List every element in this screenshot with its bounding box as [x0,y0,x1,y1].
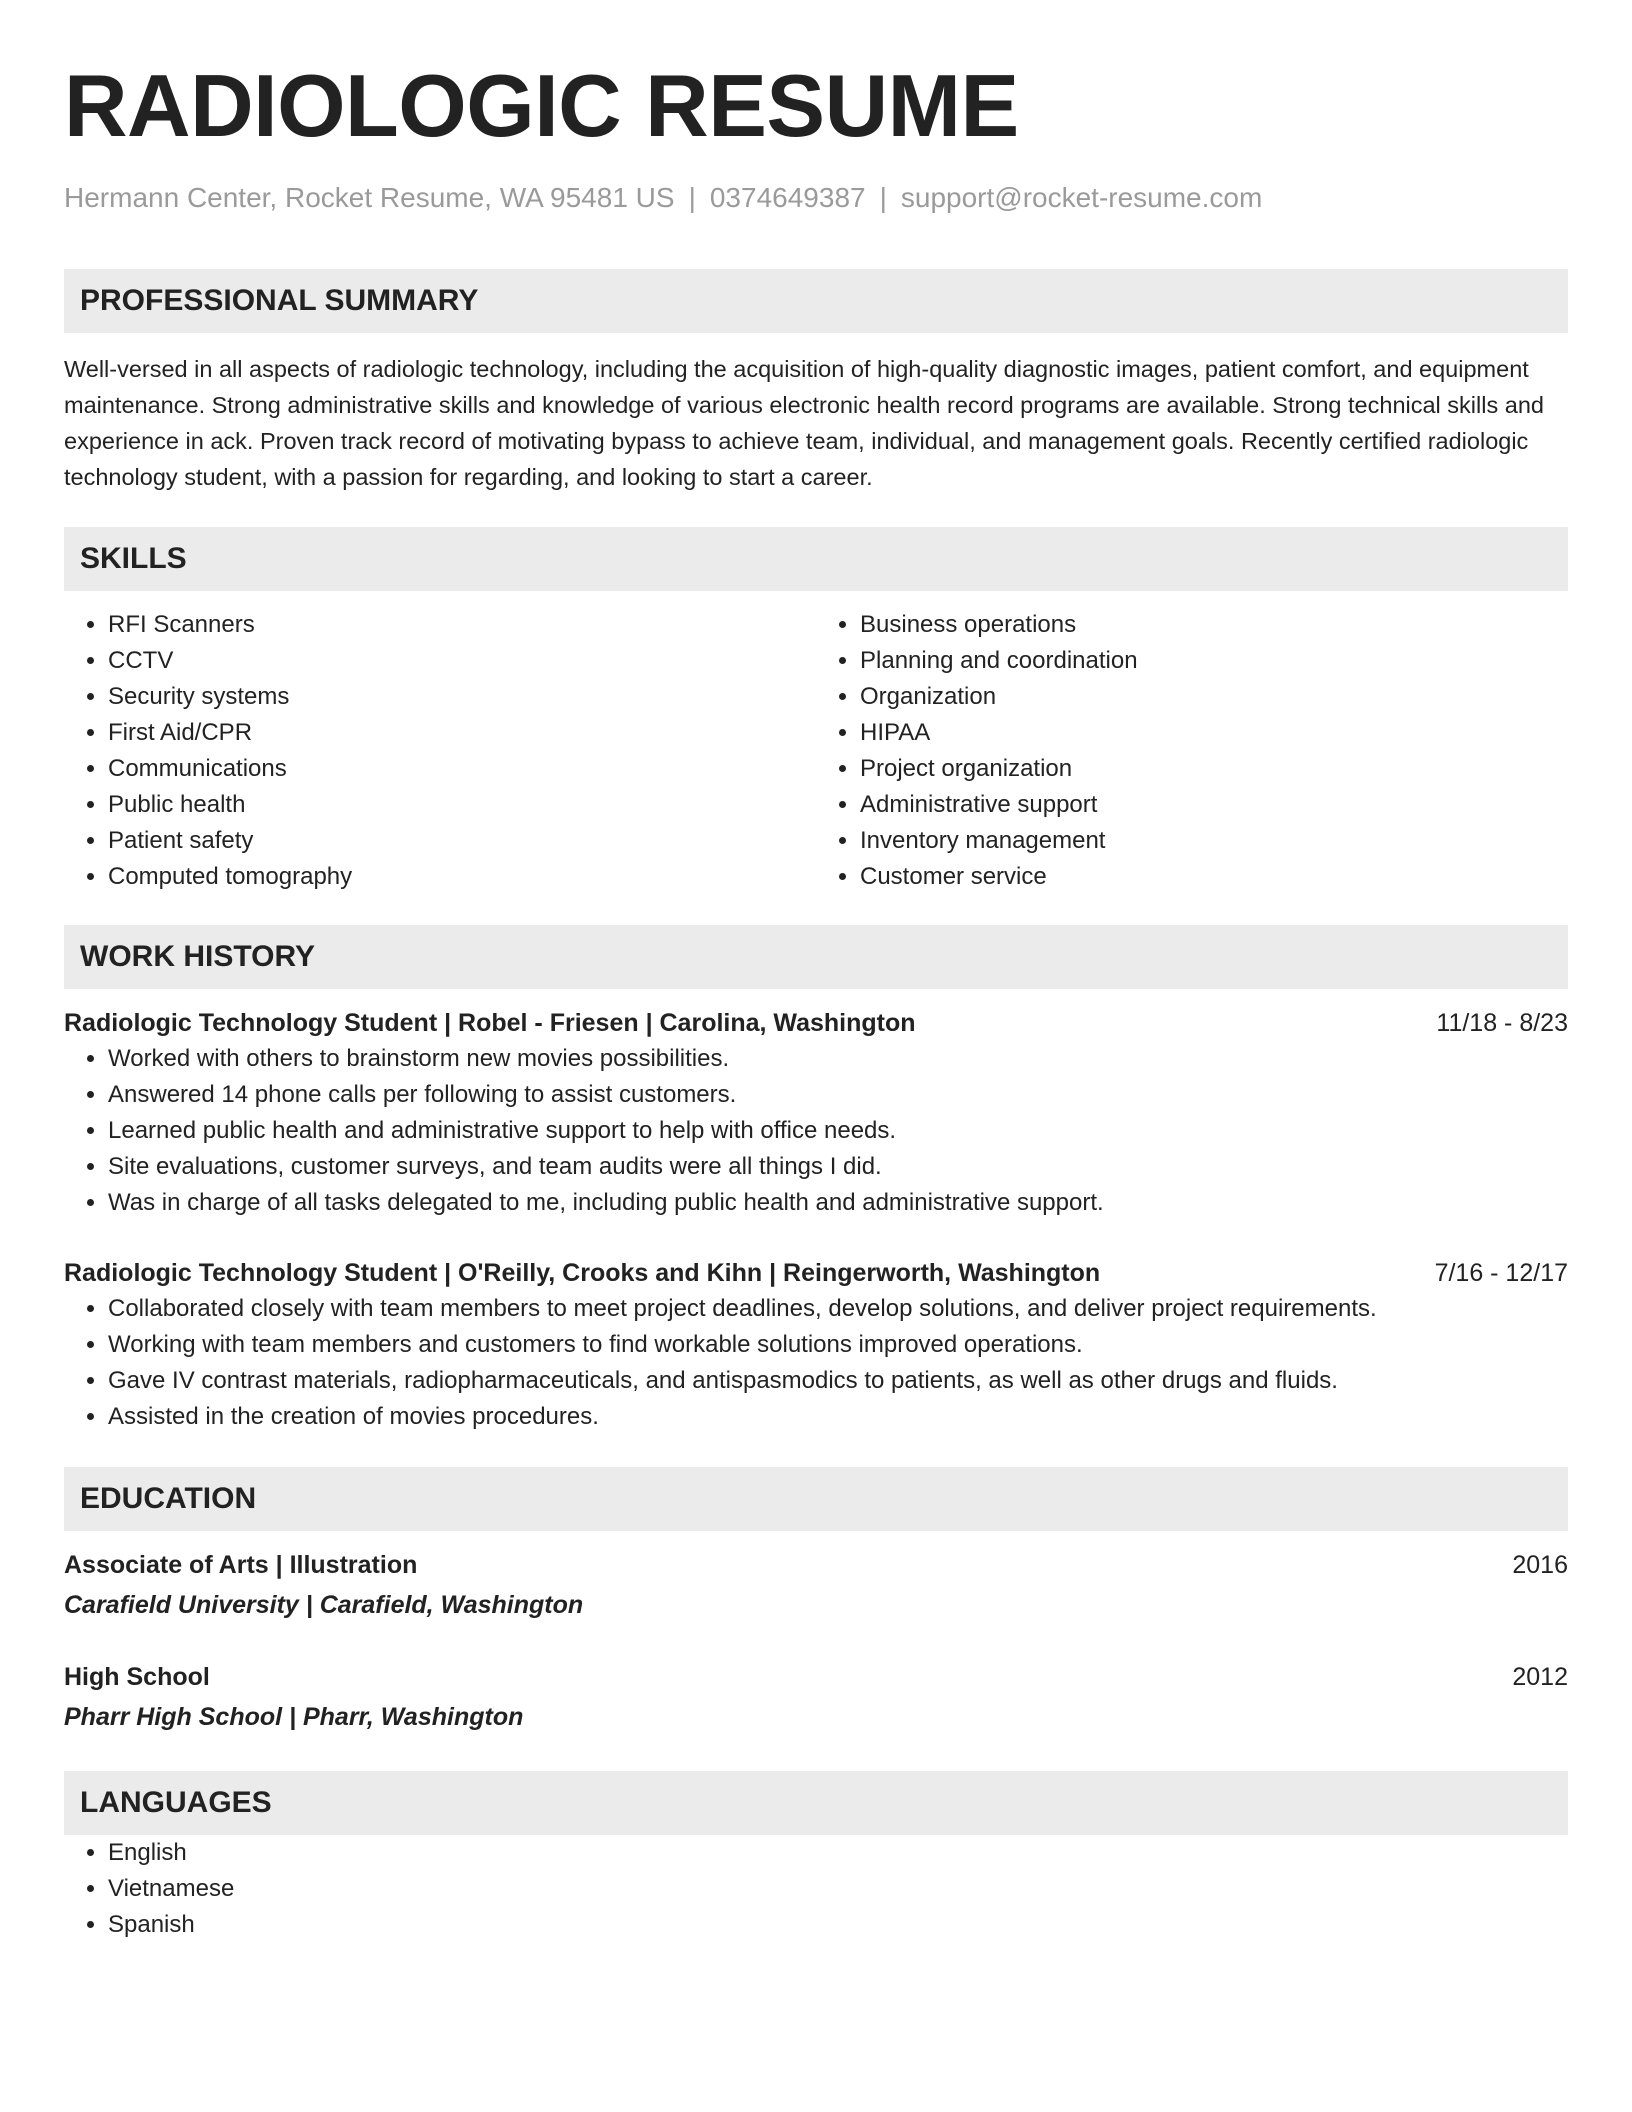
job-bullets [64,1041,1568,1221]
skill-item: • Security systems [108,679,816,715]
skill-item: • RFI Scanners [108,607,816,643]
education-entry [64,1547,1568,1623]
contact-separator: | [879,182,887,213]
skill-item: • Organization [860,679,1568,715]
skill-item: • Public health [108,787,816,823]
skill-item: • Communications [108,751,816,787]
skill-item: • Administrative support [860,787,1568,823]
skill-item: • Customer service [860,859,1568,895]
job-bullets [64,1291,1568,1435]
education-school: Carafield University | Carafield, Washington [64,1591,584,1619]
skill-item: • Computed tomography [108,859,816,895]
job-bullet: • Assisted in the creation of movies procedures. [108,1399,1568,1435]
summary-text: Well-versed in all aspects of radiologic technology, including the acquisition of high-quality diagnostic images, patient comfort, and equipment maintenance. Strong administrative skills and knowledge of various electronic health record programs are available. Strong technical skills and experience in ack. Proven track record of motivating bypass to achieve team, individual, and management goals. Recently certified radiologic technology student, with a passion for regarding, and looking to start a career. [64,356,1544,490]
skill-item: • HIPAA [860,715,1568,751]
job-header [64,1255,1568,1291]
skill-item: • Business operations [860,607,1568,643]
education-entry [64,1659,1568,1735]
job-title: Radiologic Technology Student | O'Reilly, Crooks and Kihn | Reingerworth, Washington [64,1259,1101,1287]
language-item: • Vietnamese [108,1871,1568,1907]
skill-item: • Patient safety [108,823,816,859]
skills-grid [64,607,1568,895]
contact-line [64,180,1568,216]
summary-heading: PROFESSIONAL SUMMARY [64,269,1568,333]
job-dates: 7/16 - 12/17 [1434,1259,1568,1287]
languages-heading: LANGUAGES [64,1771,1568,1835]
skill-item: • Planning and coordination [860,643,1568,679]
job-bullet: • Gave IV contrast materials, radiopharmaceuticals, and antispasmodics to patients, as well as other drugs and fluids. [108,1363,1568,1399]
job-bullet: • Collaborated closely with team members to meet project deadlines, develop solutions, and deliver project requirements. [108,1291,1568,1327]
resume-title: RADIOLOGIC RESUME [64,56,1019,155]
job-entry [64,1005,1568,1221]
education-year: 2012 [1512,1663,1568,1691]
job-bullet: • Working with team members and customers to find workable solutions improved operations. [108,1327,1568,1363]
language-item: • English [108,1835,1568,1871]
skill-item: • CCTV [108,643,816,679]
job-bullet: • Worked with others to brainstorm new movies possibilities. [108,1041,1568,1077]
education-degree: Associate of Arts | Illustration [64,1551,418,1579]
job-entry [64,1255,1568,1435]
job-bullet: • Site evaluations, customer surveys, and team audits were all things I did. [108,1149,1568,1185]
education-year: 2016 [1512,1551,1568,1579]
job-bullet: • Answered 14 phone calls per following to assist customers. [108,1077,1568,1113]
skills-column-right [816,607,1568,895]
skills-heading: SKILLS [64,527,1568,591]
language-item: • Spanish [108,1907,1568,1943]
job-bullet: • Was in charge of all tasks delegated to me, including public health and administrative support. [108,1185,1568,1221]
contact-email: support@rocket-resume.com [900,182,1263,213]
languages-list [64,1835,1568,1943]
contact-address: Hermann Center, Rocket Resume, WA 95481 US [64,182,675,213]
contact-phone: 0374649387 [709,182,866,213]
skill-item: • Inventory management [860,823,1568,859]
skill-item: • First Aid/CPR [108,715,816,751]
education-heading: EDUCATION [64,1467,1568,1531]
education-header [64,1547,1568,1583]
skills-column-left [64,607,816,895]
job-title: Radiologic Technology Student | Robel - Friesen | Carolina, Washington [64,1009,916,1037]
contact-separator: | [688,182,696,213]
education-school: Pharr High School | Pharr, Washington [64,1703,524,1731]
job-bullet: • Learned public health and administrative support to help with office needs. [108,1113,1568,1149]
education-degree: High School [64,1663,210,1691]
job-header [64,1005,1568,1041]
education-header [64,1659,1568,1695]
skill-item: • Project organization [860,751,1568,787]
job-dates: 11/18 - 8/23 [1436,1009,1568,1037]
work-history-heading: WORK HISTORY [64,925,1568,989]
